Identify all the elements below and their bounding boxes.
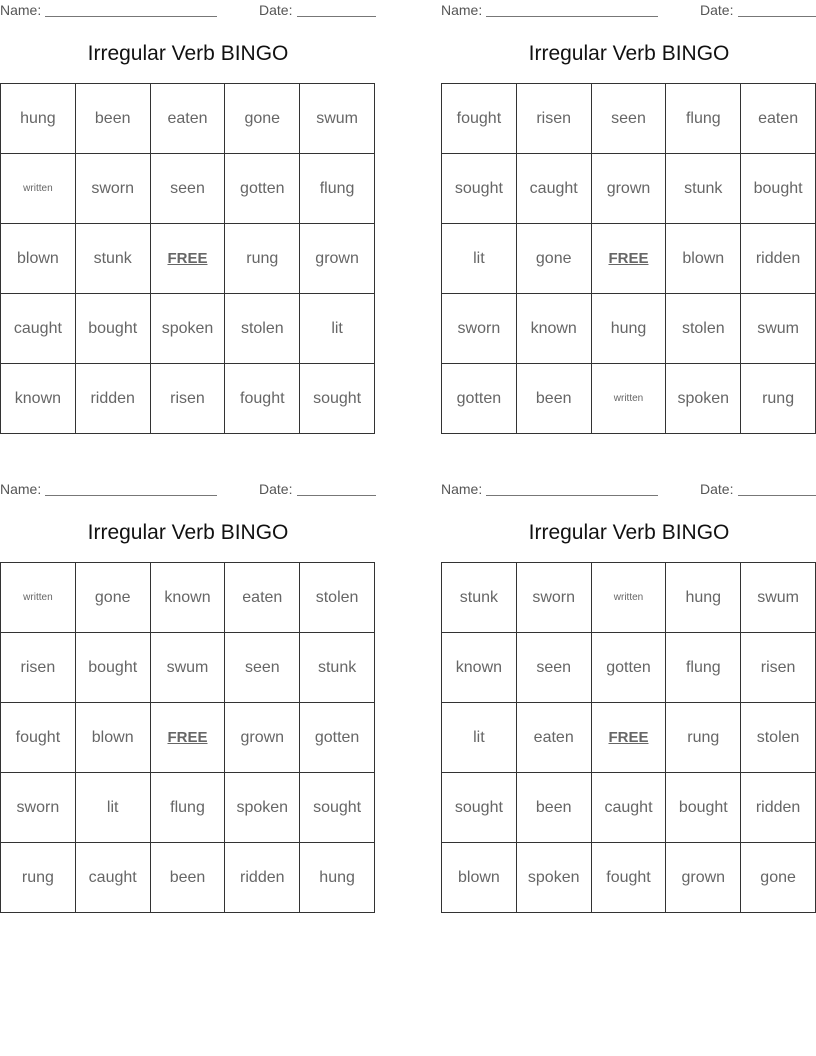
free-space-cell: FREE — [592, 703, 667, 773]
bingo-card-1 — [0, 0, 376, 436]
bingo-cell: bought — [741, 154, 816, 224]
date-label: Date: — [259, 2, 293, 18]
bingo-cell: been — [517, 773, 592, 843]
bingo-cell: bought — [76, 633, 151, 703]
bingo-cell: grown — [225, 703, 300, 773]
bingo-cell: ridden — [741, 224, 816, 294]
bingo-cell: written — [1, 563, 76, 633]
name-label: Name: — [441, 2, 483, 18]
bingo-cell: bought — [666, 773, 741, 843]
bingo-cell: rung — [741, 364, 816, 434]
bingo-cell: stolen — [300, 563, 375, 633]
bingo-cell: stunk — [442, 563, 517, 633]
bingo-cell: sought — [442, 773, 517, 843]
bingo-grid — [0, 562, 375, 913]
bingo-cell: hung — [666, 563, 741, 633]
bingo-cell: rung — [1, 843, 76, 913]
bingo-cell: stolen — [666, 294, 741, 364]
bingo-cell: written — [592, 563, 667, 633]
bingo-cell: eaten — [517, 703, 592, 773]
date-blank-line — [297, 495, 376, 496]
bingo-cell: fought — [1, 703, 76, 773]
bingo-cell: known — [442, 633, 517, 703]
name-date-header — [0, 481, 376, 499]
bingo-cell: spoken — [225, 773, 300, 843]
card-title: Irregular Verb BINGO — [87, 42, 289, 65]
bingo-cell: swum — [741, 294, 816, 364]
bingo-cell: stunk — [76, 224, 151, 294]
date-blank-line — [297, 16, 376, 17]
bingo-grid — [441, 83, 816, 434]
bingo-cell: eaten — [225, 563, 300, 633]
bingo-cell: stolen — [225, 294, 300, 364]
card-title: Irregular Verb BINGO — [528, 521, 730, 544]
bingo-cell: blown — [1, 224, 76, 294]
bingo-cell: hung — [592, 294, 667, 364]
name-date-header — [441, 2, 816, 20]
date-label: Date: — [259, 481, 293, 497]
bingo-cell: rung — [666, 703, 741, 773]
bingo-cell: stunk — [300, 633, 375, 703]
bingo-cell: flung — [666, 633, 741, 703]
bingo-card-4 — [441, 479, 816, 915]
bingo-cell: caught — [592, 773, 667, 843]
free-space-cell: FREE — [151, 224, 226, 294]
bingo-cell: stolen — [741, 703, 816, 773]
name-blank-line — [486, 495, 658, 496]
bingo-cell: gotten — [300, 703, 375, 773]
name-blank-line — [45, 16, 217, 17]
bingo-cell: lit — [442, 703, 517, 773]
bingo-cell: sought — [442, 154, 517, 224]
bingo-cell: seen — [225, 633, 300, 703]
free-space-cell: FREE — [151, 703, 226, 773]
bingo-cell: flung — [151, 773, 226, 843]
bingo-cell: been — [76, 84, 151, 154]
bingo-cell: swum — [300, 84, 375, 154]
free-space-cell: FREE — [592, 224, 667, 294]
bingo-cell: grown — [300, 224, 375, 294]
bingo-cell: lit — [442, 224, 517, 294]
bingo-cell: ridden — [741, 773, 816, 843]
bingo-cell: spoken — [151, 294, 226, 364]
bingo-cell: gotten — [225, 154, 300, 224]
bingo-cell: been — [517, 364, 592, 434]
bingo-cell: risen — [741, 633, 816, 703]
bingo-cell: seen — [592, 84, 667, 154]
bingo-cell: hung — [300, 843, 375, 913]
name-date-header — [0, 2, 376, 20]
bingo-cell: spoken — [517, 843, 592, 913]
bingo-cell: fought — [225, 364, 300, 434]
bingo-cell: hung — [1, 84, 76, 154]
bingo-cell: been — [151, 843, 226, 913]
bingo-cell: sworn — [76, 154, 151, 224]
name-date-header — [441, 481, 816, 499]
bingo-grid — [441, 562, 816, 913]
bingo-cell: sworn — [517, 563, 592, 633]
bingo-cell: ridden — [225, 843, 300, 913]
bingo-cell: rung — [225, 224, 300, 294]
bingo-cell: spoken — [666, 364, 741, 434]
bingo-cell: sworn — [442, 294, 517, 364]
bingo-cell: seen — [517, 633, 592, 703]
card-title: Irregular Verb BINGO — [528, 42, 730, 65]
bingo-cell: gone — [76, 563, 151, 633]
bingo-cell: grown — [666, 843, 741, 913]
bingo-cell: sought — [300, 773, 375, 843]
bingo-cell: caught — [517, 154, 592, 224]
bingo-card-3 — [0, 479, 376, 915]
bingo-cell: ridden — [76, 364, 151, 434]
bingo-cell: sought — [300, 364, 375, 434]
bingo-cell: fought — [592, 843, 667, 913]
bingo-cell: eaten — [151, 84, 226, 154]
bingo-cell: risen — [1, 633, 76, 703]
date-label: Date: — [700, 481, 734, 497]
bingo-cell: swum — [151, 633, 226, 703]
bingo-cell: known — [151, 563, 226, 633]
bingo-cell: fought — [442, 84, 517, 154]
bingo-cell: gone — [517, 224, 592, 294]
bingo-cell: seen — [151, 154, 226, 224]
bingo-cell: gotten — [442, 364, 517, 434]
name-blank-line — [486, 16, 658, 17]
bingo-cell: blown — [442, 843, 517, 913]
bingo-cell: stunk — [666, 154, 741, 224]
bingo-cell: flung — [666, 84, 741, 154]
bingo-cell: lit — [300, 294, 375, 364]
bingo-cell: risen — [517, 84, 592, 154]
card-title: Irregular Verb BINGO — [87, 521, 289, 544]
bingo-cell: swum — [741, 563, 816, 633]
bingo-cell: risen — [151, 364, 226, 434]
name-label: Name: — [0, 481, 42, 497]
bingo-cell: gone — [741, 843, 816, 913]
bingo-cell: sworn — [1, 773, 76, 843]
date-label: Date: — [700, 2, 734, 18]
date-blank-line — [738, 16, 816, 17]
bingo-card-2 — [441, 0, 816, 436]
bingo-cell: written — [1, 154, 76, 224]
bingo-cell: gotten — [592, 633, 667, 703]
name-label: Name: — [0, 2, 42, 18]
bingo-cell: known — [517, 294, 592, 364]
bingo-cell: bought — [76, 294, 151, 364]
name-blank-line — [45, 495, 217, 496]
name-label: Name: — [441, 481, 483, 497]
bingo-cell: blown — [666, 224, 741, 294]
bingo-cell: eaten — [741, 84, 816, 154]
bingo-grid — [0, 83, 375, 434]
bingo-cell: flung — [300, 154, 375, 224]
bingo-cell: caught — [76, 843, 151, 913]
bingo-cell: blown — [76, 703, 151, 773]
bingo-cell: written — [592, 364, 667, 434]
bingo-cell: caught — [1, 294, 76, 364]
date-blank-line — [738, 495, 816, 496]
bingo-cell: known — [1, 364, 76, 434]
bingo-cell: gone — [225, 84, 300, 154]
bingo-cell: grown — [592, 154, 667, 224]
bingo-cell: lit — [76, 773, 151, 843]
